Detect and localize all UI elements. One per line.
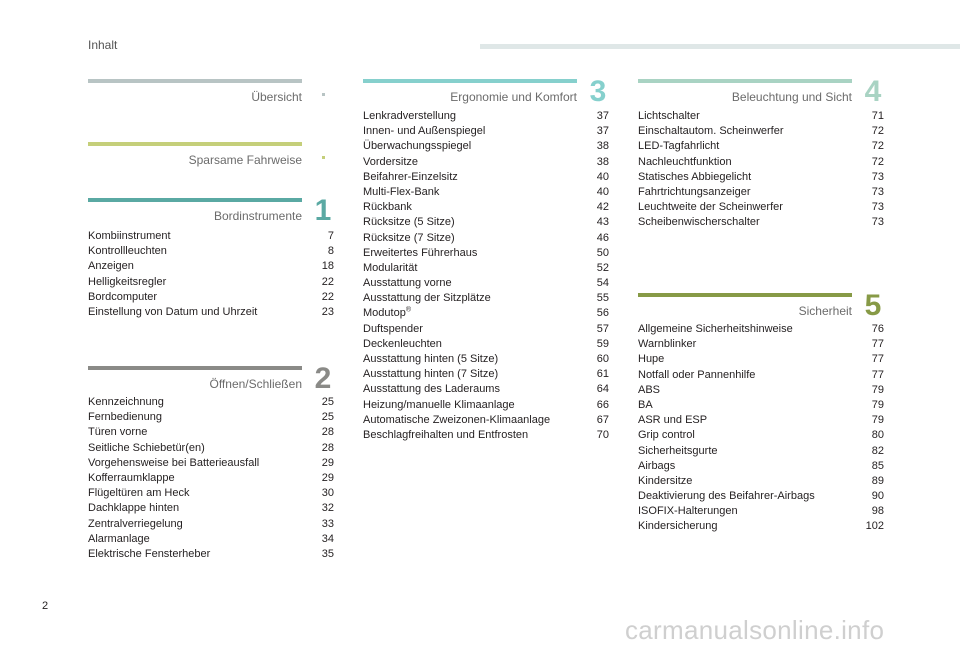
toc-entry-label[interactable]: Innen- und Außenspiegel	[363, 125, 486, 138]
toc-entry-label[interactable]: Deckenleuchten	[363, 337, 442, 350]
page-number: 2	[42, 600, 49, 612]
toc-entry-page[interactable]: 102	[865, 520, 884, 533]
toc-entry-page[interactable]: 54	[596, 277, 609, 290]
toc-entry[interactable]	[88, 456, 334, 471]
toc-entry-label[interactable]: Einschaltautom. Scheinwerfer	[638, 125, 784, 138]
toc-entry-page[interactable]: 43	[596, 216, 609, 229]
toc-entry-page[interactable]: 79	[871, 383, 884, 396]
toc-entry-page[interactable]: 8	[327, 245, 334, 258]
toc-entry-label[interactable]: Ausstattung hinten (5 Sitze)	[363, 353, 499, 365]
toc-entry-label[interactable]: Einstellung von Datum und Uhrzeit	[88, 305, 258, 318]
toc-entry-label[interactable]: Airbags	[638, 459, 676, 472]
toc-entry-label[interactable]: Vorgehensweise bei Batterieausfall	[88, 456, 260, 469]
toc-entry-page[interactable]: 80	[871, 429, 884, 442]
toc-entry[interactable]	[88, 547, 334, 562]
toc-entry-label[interactable]: Leuchtweite der Scheinwerfer	[638, 201, 783, 214]
toc-entry-label[interactable]: BA	[638, 398, 653, 411]
toc-entry-label[interactable]: LED-Tagfahrlicht	[638, 140, 720, 153]
toc-entry[interactable]	[88, 229, 334, 244]
toc-entry-label[interactable]: Grip control	[638, 429, 695, 442]
toc-entry[interactable]	[363, 337, 609, 352]
toc-entry-label[interactable]: Flügeltüren am Heck	[88, 487, 190, 500]
toc-entry-page[interactable]: 61	[596, 368, 609, 381]
toc-entry[interactable]	[88, 305, 334, 320]
toc-entry-page[interactable]: 30	[321, 487, 334, 500]
toc-entry[interactable]	[638, 352, 884, 367]
toc-entry-label[interactable]: Rücksitze (5 Sitze)	[363, 216, 455, 229]
toc-entry-page[interactable]: 72	[871, 125, 884, 138]
toc-entry-label[interactable]: Erweitertes Führerhaus	[363, 246, 478, 259]
toc-entry[interactable]	[88, 532, 334, 547]
section-title[interactable]: Sicherheit	[798, 304, 852, 318]
toc-list	[638, 109, 884, 231]
section-offnen-schliessen	[88, 362, 334, 560]
toc-entry-label[interactable]: Statisches Abbiegelicht	[638, 170, 752, 183]
toc-entry-page[interactable]: 73	[871, 216, 884, 229]
watermark-text: carmanualsonline.info	[625, 615, 885, 645]
section-bar	[88, 366, 302, 370]
toc-entry-page[interactable]: 67	[596, 413, 609, 426]
toc-entry[interactable]	[363, 215, 609, 230]
toc-entry-label[interactable]: Lichtschalter	[638, 110, 700, 122]
toc-entry[interactable]	[638, 200, 884, 215]
toc-entry[interactable]	[88, 471, 334, 486]
toc-entry-page[interactable]: 29	[321, 456, 334, 469]
toc-entry-label[interactable]: Zentralverriegelung	[88, 517, 183, 530]
toc-entry-label[interactable]: Kindersitze	[638, 474, 693, 487]
toc-entry[interactable]	[638, 504, 884, 519]
section-bar	[638, 79, 852, 83]
toc-list	[363, 109, 609, 443]
toc-entry[interactable]	[363, 398, 609, 413]
toc-entry[interactable]	[363, 306, 609, 321]
toc-entry-label[interactable]: Multi-Flex-Bank	[363, 185, 440, 198]
section-number: 1	[314, 194, 332, 227]
toc-entry-page[interactable]: 28	[321, 426, 334, 439]
toc-entry[interactable]	[363, 124, 609, 139]
toc-entry[interactable]	[638, 337, 884, 352]
toc-entry-page[interactable]: 25	[321, 396, 334, 408]
toc-entry-label[interactable]: Fernbedienung	[88, 411, 163, 424]
section-number: 4	[864, 75, 882, 108]
toc-entry[interactable]	[88, 275, 334, 290]
toc-entry[interactable]	[363, 428, 609, 443]
toc-entry[interactable]	[638, 215, 884, 230]
toc-entry-label[interactable]: Scheibenwischerschalter	[638, 216, 760, 229]
toc-entry[interactable]	[638, 368, 884, 383]
toc-entry-page[interactable]: 32	[321, 502, 334, 515]
toc-entry[interactable]	[88, 410, 334, 425]
toc-entry[interactable]	[363, 322, 609, 337]
toc-entry-page[interactable]: 42	[596, 201, 609, 214]
toc-entry-page[interactable]: 23	[321, 305, 334, 318]
toc-entry-label[interactable]: Sicherheitsgurte	[638, 444, 718, 457]
section-marker-dot	[322, 156, 325, 159]
registered-mark: ®	[405, 306, 411, 314]
toc-entry-label[interactable]: Helligkeitsregler	[88, 275, 167, 288]
toc-entry-label[interactable]: Überwachungsspiegel	[363, 140, 472, 153]
toc-entry-page[interactable]: 66	[596, 398, 609, 411]
toc-entry-page[interactable]: 52	[596, 261, 609, 274]
toc-entry[interactable]	[363, 413, 609, 428]
section-bar	[363, 79, 577, 83]
toc-entry[interactable]	[638, 413, 884, 428]
toc-entry[interactable]	[638, 155, 884, 170]
toc-entry[interactable]	[363, 170, 609, 185]
toc-entry-label[interactable]: Seitliche Schiebetür(en)	[88, 441, 205, 454]
toc-entry-label[interactable]: Ausstattung des Laderaums	[363, 383, 500, 396]
toc-entry-label[interactable]: Ausstattung der Sitzplätze	[363, 292, 491, 305]
section-number: 3	[589, 75, 607, 108]
toc-list	[638, 322, 884, 535]
toc-entry[interactable]	[638, 322, 884, 337]
section-bar	[88, 142, 302, 146]
toc-entry-label[interactable]: Duftspender	[363, 322, 423, 335]
toc-entry-page[interactable]: 38	[596, 140, 609, 153]
toc-entry-page[interactable]: 79	[871, 398, 884, 411]
toc-entry-page[interactable]: 22	[321, 290, 334, 303]
toc-entry-page[interactable]: 64	[596, 383, 609, 396]
toc-entry[interactable]	[363, 276, 609, 291]
toc-entry-page[interactable]: 40	[596, 185, 609, 198]
toc-entry[interactable]	[638, 489, 884, 504]
toc-entry-label[interactable]: Modutop	[363, 307, 406, 320]
toc-entry[interactable]	[88, 395, 334, 410]
toc-entry-label[interactable]: Allgemeine Sicherheitshinweise	[638, 323, 793, 335]
section-marker-dot	[322, 93, 325, 96]
section-bordinstrumente	[88, 194, 334, 318]
toc-entry-page[interactable]: 40	[596, 170, 609, 183]
section-bar	[88, 198, 302, 202]
toc-entry-label[interactable]: ABS	[638, 383, 661, 396]
section-sicherheit	[638, 289, 884, 533]
toc-entry-page[interactable]: 50	[596, 246, 609, 259]
toc-entry-page[interactable]: 70	[596, 428, 609, 441]
toc-entry-label[interactable]: Beschlagfreihalten und Entfrosten	[363, 428, 529, 441]
toc-entry-label[interactable]: Elektrische Fensterheber	[88, 547, 211, 560]
toc-entry[interactable]	[88, 425, 334, 440]
toc-entry[interactable]	[638, 444, 884, 459]
toc-entry-label[interactable]: Hupe	[638, 353, 665, 366]
toc-entry[interactable]	[638, 124, 884, 139]
toc-entry-page[interactable]: 37	[596, 125, 609, 138]
toc-entry[interactable]	[88, 501, 334, 516]
toc-entry-page[interactable]: 90	[871, 490, 884, 503]
toc-entry[interactable]	[638, 185, 884, 200]
toc-entry[interactable]	[638, 428, 884, 443]
toc-entry-page[interactable]: 22	[321, 275, 334, 288]
toc-entry-page[interactable]: 85	[871, 459, 884, 472]
toc-entry-page[interactable]: 82	[871, 444, 884, 457]
toc-entry-page[interactable]: 18	[321, 260, 334, 273]
toc-entry[interactable]	[363, 261, 609, 276]
header-bar	[480, 44, 960, 49]
toc-entry-label[interactable]: Türen vorne	[88, 426, 148, 439]
section-title[interactable]: Übersicht	[251, 90, 302, 104]
toc-entry-page[interactable]: 59	[596, 337, 609, 350]
section-ubersicht[interactable]	[88, 79, 334, 104]
toc-entry-page[interactable]: 46	[596, 231, 609, 244]
section-bar	[88, 79, 302, 83]
toc-entry-page[interactable]: 73	[871, 170, 884, 183]
toc-entry-label[interactable]: Rückbank	[363, 201, 412, 214]
toc-entry[interactable]	[363, 382, 609, 397]
toc-entry-page[interactable]: 98	[871, 505, 884, 518]
toc-entry-label[interactable]: Automatische Zweizonen-Klimaanlage	[363, 413, 551, 426]
toc-entry-page[interactable]: 7	[327, 230, 334, 242]
toc-entry[interactable]	[363, 291, 609, 306]
toc-entry-label[interactable]: Ausstattung hinten (7 Sitze)	[363, 368, 499, 381]
page-header-label: Inhalt	[88, 38, 118, 52]
toc-entry-page[interactable]: 25	[321, 411, 334, 424]
toc-entry-label[interactable]: Anzeigen	[88, 260, 134, 273]
toc-entry-label[interactable]: Nachleuchtfunktion	[638, 155, 732, 168]
toc-entry-page[interactable]: 37	[596, 110, 609, 122]
toc-entry[interactable]	[638, 474, 884, 489]
toc-entry-label[interactable]: Ausstattung vorne	[363, 277, 452, 290]
toc-entry[interactable]	[638, 459, 884, 474]
toc-entry-label[interactable]: Lenkradverstellung	[363, 110, 456, 122]
toc-entry-page[interactable]: 60	[596, 353, 609, 365]
toc-entry[interactable]	[88, 517, 334, 532]
section-title[interactable]: Sparsame Fahrweise	[188, 153, 302, 167]
toc-entry-page[interactable]: 79	[871, 414, 884, 427]
toc-entry-label[interactable]: Notfall oder Pannenhilfe	[638, 368, 756, 381]
toc-entry-page[interactable]: 35	[321, 547, 334, 560]
toc-entry-page[interactable]: 73	[871, 185, 884, 198]
section-number: 2	[314, 362, 332, 395]
toc-entry[interactable]	[88, 259, 334, 274]
toc-entry-page[interactable]: 55	[596, 292, 609, 305]
toc-list	[88, 395, 334, 562]
toc-entry[interactable]	[363, 139, 609, 154]
toc-entry[interactable]	[638, 519, 884, 534]
toc-entry[interactable]	[88, 441, 334, 456]
toc-entry[interactable]	[363, 352, 609, 367]
toc-entry-label[interactable]: Alarmanlage	[88, 532, 150, 545]
toc-entry-page[interactable]: 28	[321, 441, 334, 454]
toc-entry-label[interactable]: Bordcomputer	[88, 290, 158, 303]
toc-entry-label[interactable]: Modularität	[363, 261, 418, 274]
toc-entry[interactable]	[638, 139, 884, 154]
toc-entry[interactable]	[638, 109, 884, 124]
toc-entry-label[interactable]: Rücksitze (7 Sitze)	[363, 231, 455, 244]
section-beleuchtung-und-sicht	[638, 75, 884, 229]
toc-list	[88, 229, 334, 320]
section-ergonomie-und-komfort	[363, 75, 609, 441]
toc-entry-page[interactable]: 73	[871, 201, 884, 214]
toc-entry-page[interactable]: 77	[871, 338, 884, 351]
toc-entry-page[interactable]: 76	[871, 323, 884, 335]
toc-entry[interactable]	[638, 398, 884, 413]
section-number: 5	[864, 289, 882, 322]
toc-entry[interactable]	[88, 486, 334, 501]
toc-entry-label[interactable]: Vordersitze	[363, 155, 419, 168]
toc-entry[interactable]	[363, 246, 609, 261]
toc-entry-page[interactable]: 33	[321, 517, 334, 530]
toc-entry-page[interactable]: 72	[871, 140, 884, 153]
toc-entry-page[interactable]: 71	[871, 110, 884, 122]
section-title[interactable]: Beleuchtung und Sicht	[731, 90, 852, 104]
toc-entry[interactable]	[363, 367, 609, 382]
toc-entry-label[interactable]: Fahrtrichtungsanzeiger	[638, 185, 751, 198]
section-title[interactable]: Ergonomie und Komfort	[450, 90, 577, 104]
toc-entry-page[interactable]: 34	[321, 532, 334, 545]
toc-entry-label[interactable]: Kofferraumklappe	[88, 471, 175, 484]
section-title[interactable]: Bordinstrumente	[213, 209, 302, 223]
toc-entry-label[interactable]: ASR und ESP	[638, 414, 708, 427]
toc-entry[interactable]	[363, 109, 609, 124]
section-sparsame-fahrweise[interactable]	[88, 142, 334, 167]
toc-entry-page[interactable]: 57	[596, 322, 609, 335]
toc-entry-label[interactable]: Dachklappe hinten	[88, 502, 180, 515]
toc-entry-label[interactable]: Deaktivierung des Beifahrer-Airbags	[638, 490, 815, 503]
toc-entry[interactable]	[88, 290, 334, 305]
toc-entry-label[interactable]: Beifahrer-Einzelsitz	[363, 170, 458, 183]
toc-entry-label[interactable]: ISOFIX-Halterungen	[638, 505, 738, 518]
toc-entry[interactable]	[363, 155, 609, 170]
toc-entry-label[interactable]: Kindersicherung	[638, 520, 718, 533]
toc-entry-label[interactable]: Warnblinker	[638, 338, 697, 351]
toc-entry-page[interactable]: 56	[596, 307, 609, 320]
toc-entry[interactable]	[363, 185, 609, 200]
toc-entry[interactable]	[638, 170, 884, 185]
toc-entry-label-wrap	[363, 306, 411, 321]
toc-entry-label[interactable]: Heizung/manuelle Klimaanlage	[363, 398, 515, 411]
toc-entry-page[interactable]: 29	[321, 471, 334, 484]
toc-entry[interactable]	[363, 200, 609, 215]
toc-entry-page[interactable]: 72	[871, 155, 884, 168]
section-title[interactable]: Öffnen/Schließen	[209, 377, 302, 391]
section-bar	[638, 293, 852, 297]
toc-entry-page[interactable]: 77	[871, 368, 884, 381]
toc-entry-page[interactable]: 77	[871, 353, 884, 366]
toc-entry[interactable]	[363, 231, 609, 246]
toc-entry-label[interactable]: Kombiinstrument	[88, 230, 171, 242]
toc-entry-label[interactable]: Kennzeichnung	[88, 396, 164, 408]
toc-entry[interactable]	[88, 244, 334, 259]
toc-entry-page[interactable]: 38	[596, 155, 609, 168]
toc-entry-label[interactable]: Kontrollleuchten	[88, 245, 167, 258]
toc-entry[interactable]	[638, 383, 884, 398]
toc-entry-page[interactable]: 89	[871, 474, 884, 487]
